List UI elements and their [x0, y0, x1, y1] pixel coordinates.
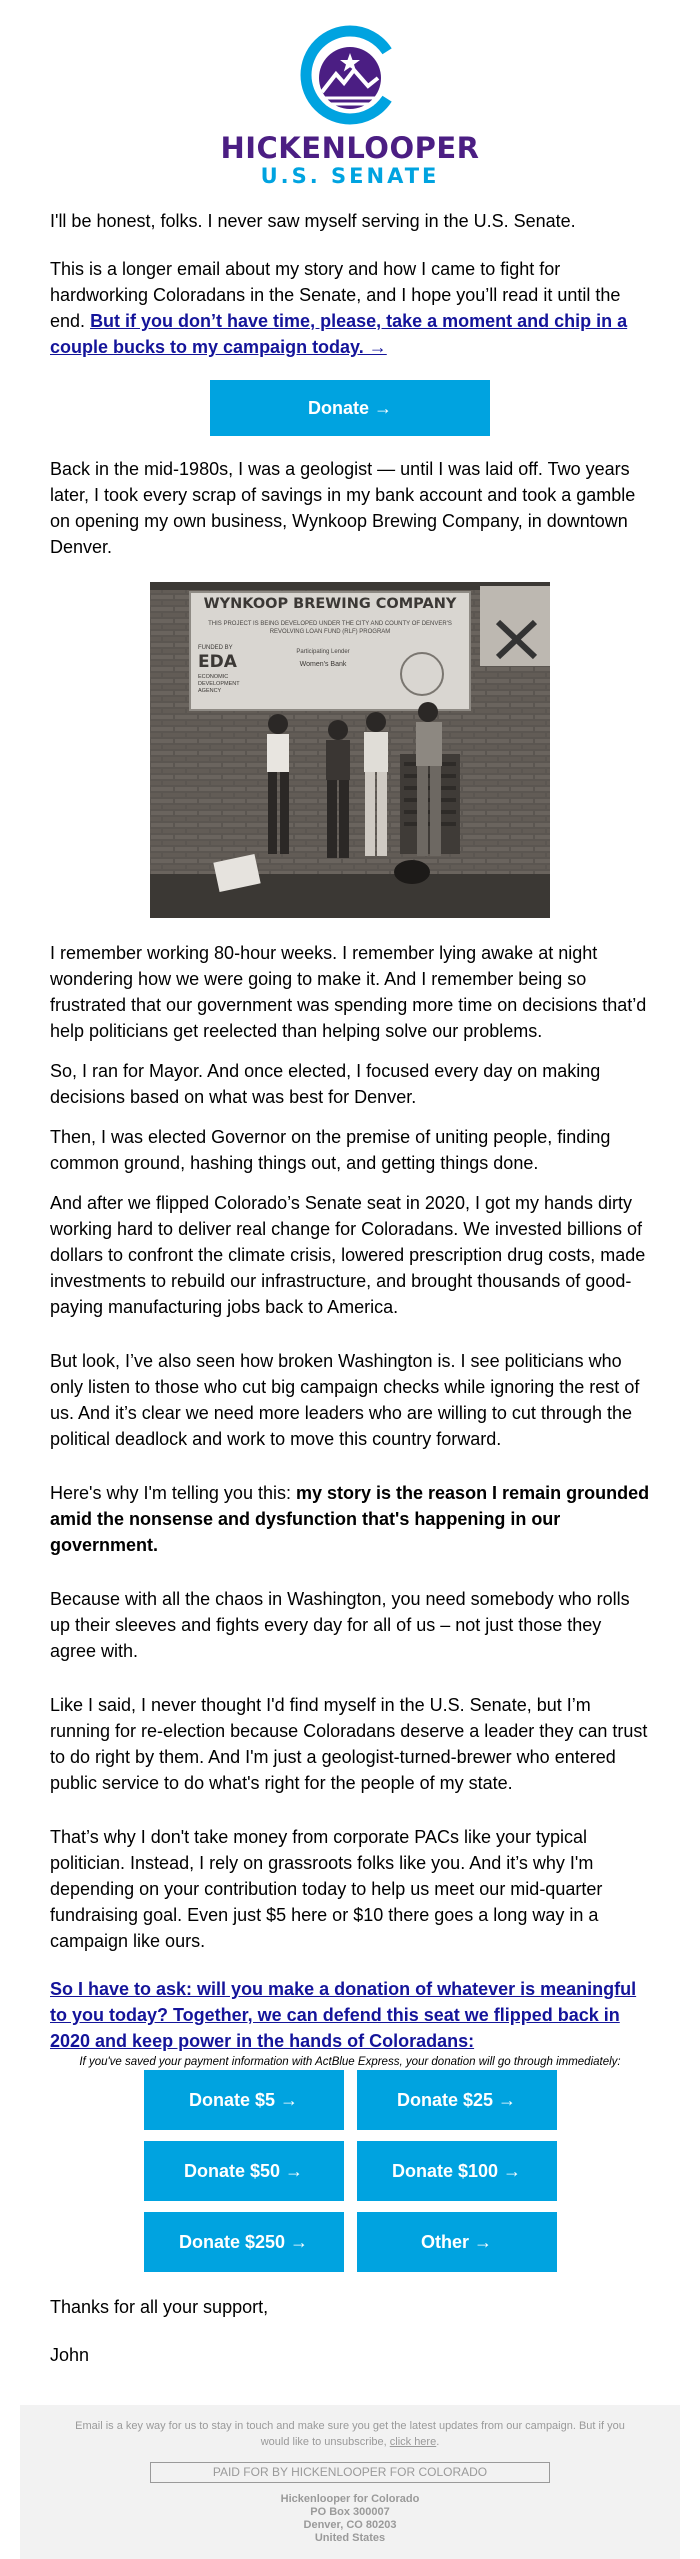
- footer-unsubscribe-text: Email is a key way for us to stay in touch and make sure you get the latest updates from our campaign. But if you would like to unsubscribe, click here.: [75, 2420, 625, 2448]
- paragraph-reelection: Like I said, I never thought I'd find myself in the U.S. Senate, but I’m running for re-election because Coloradans deserve a leader they can trust to do right by them. And I'm just a geologist-turned-brewer who entered public service to do what's right for the people of my state.: [50, 1695, 648, 1793]
- photo-eda-funded: FUNDED BY: [198, 645, 233, 651]
- paragraph-broken-washington: But look, I’ve also seen how broken Washington is. I see politicians who only listen to those who cut big campaign checks while ignoring the rest of us. And it’s clear we need more leaders who are willing to cut through the political deadlock and work to move this country forward.: [50, 1351, 640, 1449]
- donate-25-button[interactable]: Donate $25 →: [357, 2070, 557, 2130]
- paragraph-ask: [50, 1976, 650, 2054]
- paragraph-longer-email: [50, 256, 650, 360]
- donate-250-button[interactable]: Donate $250 →: [144, 2212, 344, 2272]
- footer-text: Email is a key way for us to stay in touch and make sure you get the latest updates from our campaign. But if you would like to unsubscribe,: [75, 2420, 625, 2448]
- actblue-note: If you've saved your payment information with ActBlue Express, your donation will go through immediately:: [79, 2056, 621, 2068]
- photo-sign-line2: REVOLVING LOAN FUND (RLF) PROGRAM: [269, 629, 391, 635]
- paragraph-80-hour-weeks: I remember working 80-hour weeks. I remember lying awake at night wondering how we were going to make it. And I remember being so frustrated that our government was spending more time on decisions that’d help politicians get reelected than helping solve our problems.: [50, 943, 647, 1041]
- paragraph-why-telling: [50, 1480, 650, 1558]
- unsubscribe-link[interactable]: click here: [389, 2436, 437, 2448]
- email-footer: [20, 2405, 680, 2559]
- paragraph-chaos: Because with all the chaos in Washington, you need somebody who rolls up their sleeves and fights every day for all of us – not just those they agree with.: [50, 1589, 630, 1661]
- closing-line: Thanks for all your support,: [50, 2297, 269, 2317]
- donate-button-grid: [144, 2070, 557, 2272]
- hickenlooper-c-logo-icon: [298, 22, 402, 128]
- paid-for-disclaimer: PAID FOR BY HICKENLOOPER FOR COLORADO: [150, 2462, 550, 2483]
- photo-sign-bank: Women's Bank: [299, 661, 347, 668]
- paragraph-why-telling-bold: my story is the reason I remain grounded amid the nonsense and dysfunction that's happening in our government.: [50, 1483, 650, 1555]
- ask-donation-link[interactable]: So I have to ask: will you make a donation of whatever is meaningful to you today? Together, we can defend this seat we flipped back in 2020 and keep power in the hands of Coloradans:: [50, 1979, 637, 2051]
- brand-name: HICKENLOOPER: [220, 131, 480, 165]
- photo-sign-line3: Participating Lender: [296, 649, 350, 655]
- footer-address-name: Hickenlooper for Colorado: [280, 2493, 420, 2505]
- wynkoop-brewing-photo: [150, 582, 550, 918]
- footer-address-city: Denver, CO 80203: [303, 2519, 397, 2531]
- paragraph-governor: Then, I was elected Governor on the premise of uniting people, finding common ground, hashing things out, and getting things done.: [50, 1127, 611, 1173]
- donate-button[interactable]: Donate →: [210, 380, 490, 436]
- paragraph-geologist: Back in the mid-1980s, I was a geologist — until I was laid off. Two years later, I took every scrap of savings in my bank account and took a gamble on opening my own business, Wynkoop Brewing Company, in downtown Denver.: [50, 459, 636, 557]
- signature: John: [50, 2345, 90, 2365]
- chip-in-link[interactable]: But if you don’t have time, please, take a moment and chip in a couple bucks to my campaign today. →: [50, 311, 628, 357]
- photo-seal-icon: [400, 652, 444, 696]
- photo-eda-name: ECONOMIC DEVELOPMENT AGENCY: [198, 674, 240, 694]
- footer-address-country: United States: [314, 2532, 386, 2544]
- donate-other-button[interactable]: Other →: [357, 2212, 557, 2272]
- donate-50-button[interactable]: Donate $50 →: [144, 2141, 344, 2201]
- paragraph-mayor: So, I ran for Mayor. And once elected, I focused every day on making decisions based on what was best for Denver.: [50, 1061, 601, 1107]
- paragraph-intro: I'll be honest, folks. I never saw myself serving in the U.S. Senate.: [50, 211, 576, 231]
- brand-subtitle: U.S. SENATE: [260, 164, 440, 188]
- header-logo: [0, 22, 700, 188]
- photo-eda-logo: EDA: [198, 652, 237, 672]
- footer-address-pobox: PO Box 300007: [310, 2506, 390, 2518]
- photo-sign-title: WYNKOOP BREWING COMPANY: [203, 596, 457, 612]
- paragraph-senate-seat: And after we flipped Colorado’s Senate seat in 2020, I got my hands dirty working hard to deliver real change for Coloradans. We invested billions of dollars to confront the climate crisis, lowered prescription drug costs, made investments to rebuild our infrastructure, and brought thousands of good-paying manufacturing jobs back to America.: [50, 1193, 646, 1317]
- photo-sign-line1: THIS PROJECT IS BEING DEVELOPED UNDER THE CITY AND COUNTY OF DENVER'S: [208, 621, 452, 627]
- paragraph-longer-email-text: This is a longer email about my story and how I came to fight for hardworking Coloradans in the Senate, and I hope you’ll read it until the end.: [50, 259, 621, 331]
- paragraph-why-telling-text: Here's why I'm telling you this:: [50, 1483, 291, 1503]
- email-body: [50, 208, 650, 2368]
- donate-100-button[interactable]: Donate $100 →: [357, 2141, 557, 2201]
- donate-5-button[interactable]: Donate $5 →: [144, 2070, 344, 2130]
- paragraph-corporate-pacs: That’s why I don't take money from corporate PACs like your typical politician. Instead, I rely on grassroots folks like you. And it’s why I'm depending on your contribution today to help us meet our mid-quarter fundraising goal. Even just $5 here or $10 there goes a long way in a campaign like ours.: [50, 1827, 603, 1951]
